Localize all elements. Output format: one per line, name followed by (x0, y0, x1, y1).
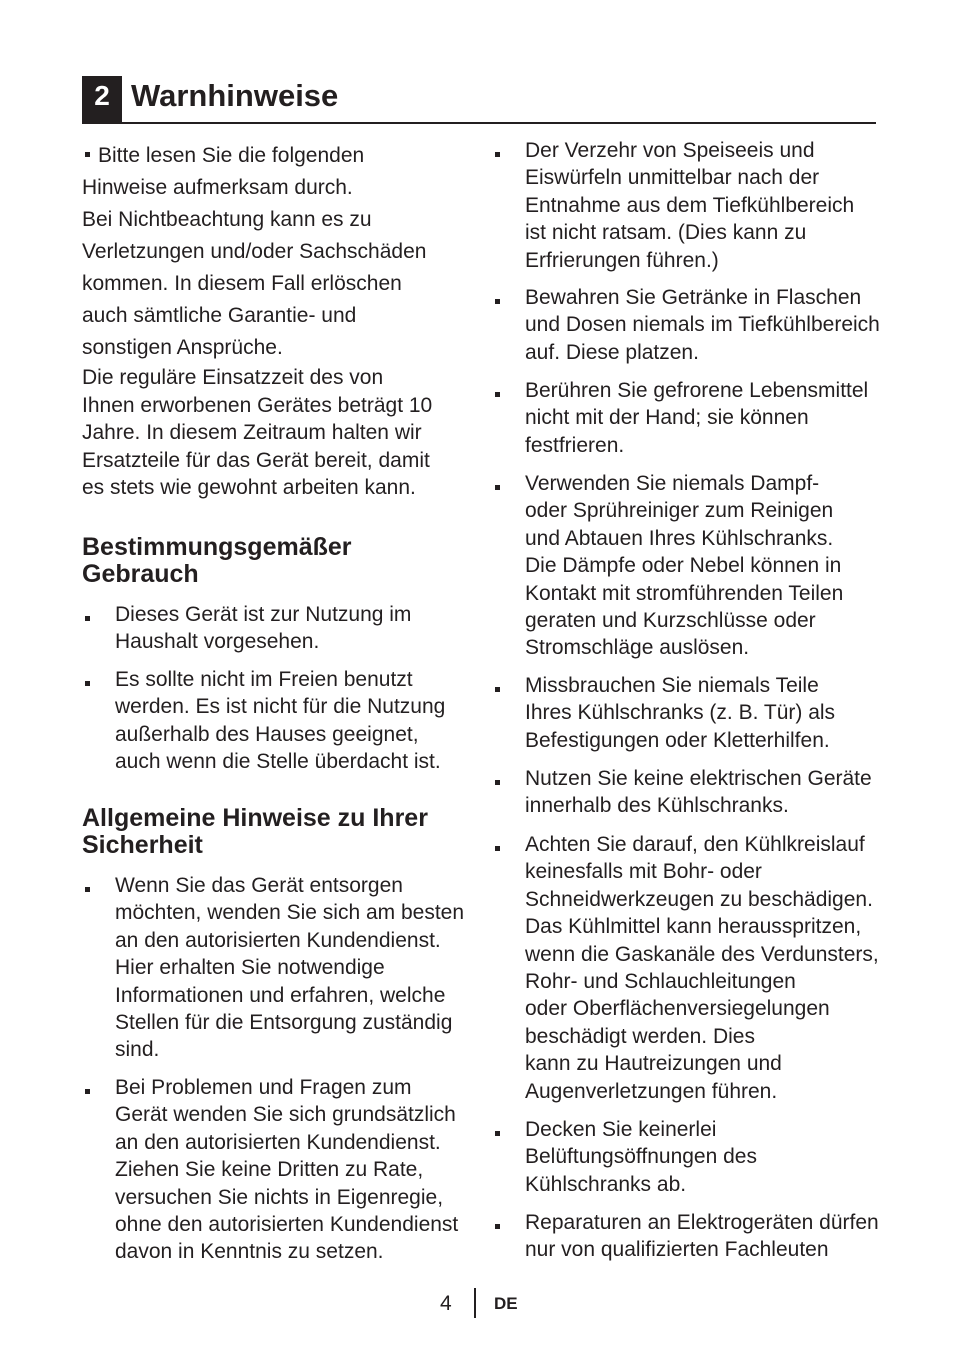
list-item (82, 601, 472, 656)
list-item-line: werden. Es ist nicht für die Nutzung (115, 695, 446, 719)
list-item-line: ist nicht ratsam. (Dies kann zu (525, 221, 807, 245)
intro-line: auch sämtliche Garantie- und (82, 304, 357, 327)
list-item-line: außerhalb des Hauses geeignet, (115, 722, 419, 746)
list-item-line: geraten und Kurzschlüsse oder (525, 609, 816, 633)
list-item-line: ohne den autorisierten Kundendienst (115, 1213, 459, 1237)
bullet-icon (495, 1224, 500, 1229)
heading-line: Sicherheit (82, 831, 203, 859)
bullet-icon (85, 1089, 90, 1094)
language-code: DE (494, 1294, 518, 1313)
list-item-line: möchten, wenden Sie sich am besten (115, 901, 465, 925)
list-item-line: Augenverletzungen führen. (525, 1079, 778, 1103)
intro-line: Verletzungen und/oder Sachschäden (82, 240, 427, 263)
list-item (492, 1116, 882, 1198)
intro-line: Bei Nichtbeachtung kann es zu (82, 208, 372, 231)
list-item-line: und Dosen niemals im Tiefkühlbereich (525, 313, 880, 337)
list-item-line: Verwenden Sie niemals Dampf- (525, 472, 820, 495)
list-item-line: Wenn Sie das Gerät entsorgen (115, 874, 403, 897)
list-item-line: Eiswürfeln unmittelbar nach der (525, 166, 820, 190)
intro-line: sonstigen Ansprüche. (82, 336, 283, 359)
chapter-number: 2 (82, 76, 122, 124)
bullet-icon (85, 681, 90, 686)
list-item-line: Bewahren Sie Getränke in Flaschen (525, 286, 862, 309)
page-footer (0, 1288, 954, 1320)
list-item-line: und Abtauen Ihres Kühlschranks. (525, 526, 834, 550)
list-item-line: Informationen und erfahren, welche (115, 983, 446, 1007)
list-item (492, 831, 882, 1105)
list-item-line: oder Sprühreiniger zum Reinigen (525, 499, 834, 523)
list-item-line: innerhalb des Kühlschranks. (525, 794, 789, 818)
list-item-line: festfrieren. (525, 433, 625, 457)
lifetime-line: Die reguläre Einsatzzeit des von (82, 366, 384, 389)
intro-line: Hinweise aufmerksam durch. (82, 176, 353, 199)
bullet-icon (495, 485, 500, 490)
lifetime-line: Ersatzteile für das Gerät bereit, damit (82, 448, 430, 472)
list-item-line: Befestigungen oder Kletterhilfen. (525, 728, 830, 752)
bullet-icon (85, 616, 90, 621)
list-item-line: beschädigt werden. Dies (525, 1024, 755, 1048)
list-item-line: sind. (115, 1038, 160, 1062)
intro-line: Bitte lesen Sie die folgenden (98, 144, 365, 167)
list-item (492, 765, 882, 820)
bullet-icon (495, 392, 500, 397)
list-item-line: davon in Kenntnis zu setzen. (115, 1240, 384, 1264)
lifetime-line: Ihnen erworbenen Gerätes beträgt 10 (82, 393, 433, 417)
bullet-icon (495, 1131, 500, 1136)
list-item-line: Ihres Kühlschranks (z. B. Tür) als (525, 701, 836, 725)
list-item (492, 377, 882, 459)
bullet-icon (495, 846, 500, 851)
list-item-line: wenn die Gaskanäle des Verdunsters, (525, 942, 879, 966)
list-item-line: an den autorisierten Kundendienst. (115, 1130, 441, 1154)
heading-line: Bestimmungsgemäßer (82, 533, 352, 561)
list-item-line: oder Oberflächenversiegelungen (525, 997, 830, 1021)
lifetime-paragraph (82, 364, 472, 502)
lifetime-line: Jahre. In diesem Zeitraum halten wir (82, 421, 422, 444)
list-item (492, 470, 882, 662)
list-item-line: Missbrauchen Sie niemals Teile (525, 674, 819, 697)
list-item-line: an den autorisierten Kundendienst. (115, 928, 441, 952)
list-item (492, 284, 882, 366)
list-item-line: nicht mit der Hand; sie können (525, 406, 809, 430)
list-item-line: keinesfalls mit Bohr- oder (525, 860, 762, 884)
bullet-icon (85, 887, 90, 892)
list-item-line: Es sollte nicht im Freien benutzt (115, 668, 413, 691)
list-item-line: Schneidwerkzeugen zu beschädigen. (525, 887, 873, 911)
list-item-line: Haushalt vorgesehen. (115, 630, 320, 654)
list-item-line: Nutzen Sie keine elektrischen Geräte (525, 767, 872, 790)
list-item-line: Reparaturen an Elektrogeräten dürfen (525, 1211, 879, 1234)
list-item-line: Der Verzehr von Speiseeis und (525, 139, 815, 162)
list-item (492, 137, 882, 274)
list-item-line: Stellen für die Entsorgung zuständig (115, 1011, 453, 1035)
list-item-line: Ziehen Sie keine Dritten zu Rate, (115, 1158, 424, 1182)
list-item-line: Berühren Sie gefrorene Lebensmittel (525, 379, 869, 402)
heading-line: Gebrauch (82, 560, 199, 588)
list-item (82, 666, 472, 776)
bullet-icon (495, 152, 500, 157)
list-item-line: versuchen Sie nichts in Eigenregie, (115, 1185, 444, 1209)
chapter-header (82, 76, 876, 124)
list-item (492, 1209, 882, 1264)
heading-line: Allgemeine Hinweise zu Ihrer (82, 804, 428, 832)
list-item (82, 1074, 472, 1266)
list-item-line: auf. Diese platzen. (525, 340, 699, 364)
list-item-line: Entnahme aus dem Tiefkühlbereich (525, 193, 855, 217)
bullet-icon (495, 299, 500, 304)
lifetime-line: es stets wie gewohnt arbeiten kann. (82, 476, 416, 499)
list-item-line: Hier erhalten Sie notwendige (115, 956, 385, 980)
footer-divider (474, 1288, 476, 1318)
list-item-line: Gerät wenden Sie sich grundsätzlich (115, 1103, 456, 1127)
list-item-line: Decken Sie keinerlei (525, 1118, 717, 1141)
list-item-line: Die Dämpfe oder Nebel können in (525, 554, 842, 578)
bullet-icon (495, 780, 500, 785)
list-item-line: Das Kühlmittel kann herausspritzen, (525, 915, 862, 939)
list-item-line: Kühlschranks ab. (525, 1172, 687, 1196)
list-item-line: kann zu Hautreizungen und (525, 1052, 782, 1076)
list-item-line: Erfrierungen führen.) (525, 248, 719, 272)
section-heading-intended-use (82, 534, 472, 588)
list-item-line: Belüftungsöffnungen des (525, 1145, 757, 1169)
list-item-line: nur von qualifizierten Fachleuten (525, 1238, 829, 1262)
section-heading-safety (82, 805, 472, 859)
intro-line: kommen. In diesem Fall erlöschen (82, 272, 402, 295)
list-item-line: Kontakt mit stromführenden Teilen (525, 581, 844, 605)
intro-paragraph (82, 140, 472, 364)
bullet-icon (85, 152, 90, 157)
list-item (492, 672, 882, 754)
list-item-line: Bei Problemen und Fragen zum (115, 1076, 412, 1099)
list-item-line: Stromschläge auslösen. (525, 636, 750, 660)
list-item-line: Achten Sie darauf, den Kühlkreislauf (525, 833, 865, 856)
bullet-icon (495, 687, 500, 692)
list-item-line: auch wenn die Stelle überdacht ist. (115, 750, 441, 774)
page-number: 4 (440, 1292, 452, 1315)
page-title: Warnhinweise (131, 78, 339, 113)
list-item-line: Rohr- und Schlauchleitungen (525, 970, 796, 994)
list-item-line: Dieses Gerät ist zur Nutzung im (115, 603, 412, 626)
list-item (82, 872, 472, 1064)
